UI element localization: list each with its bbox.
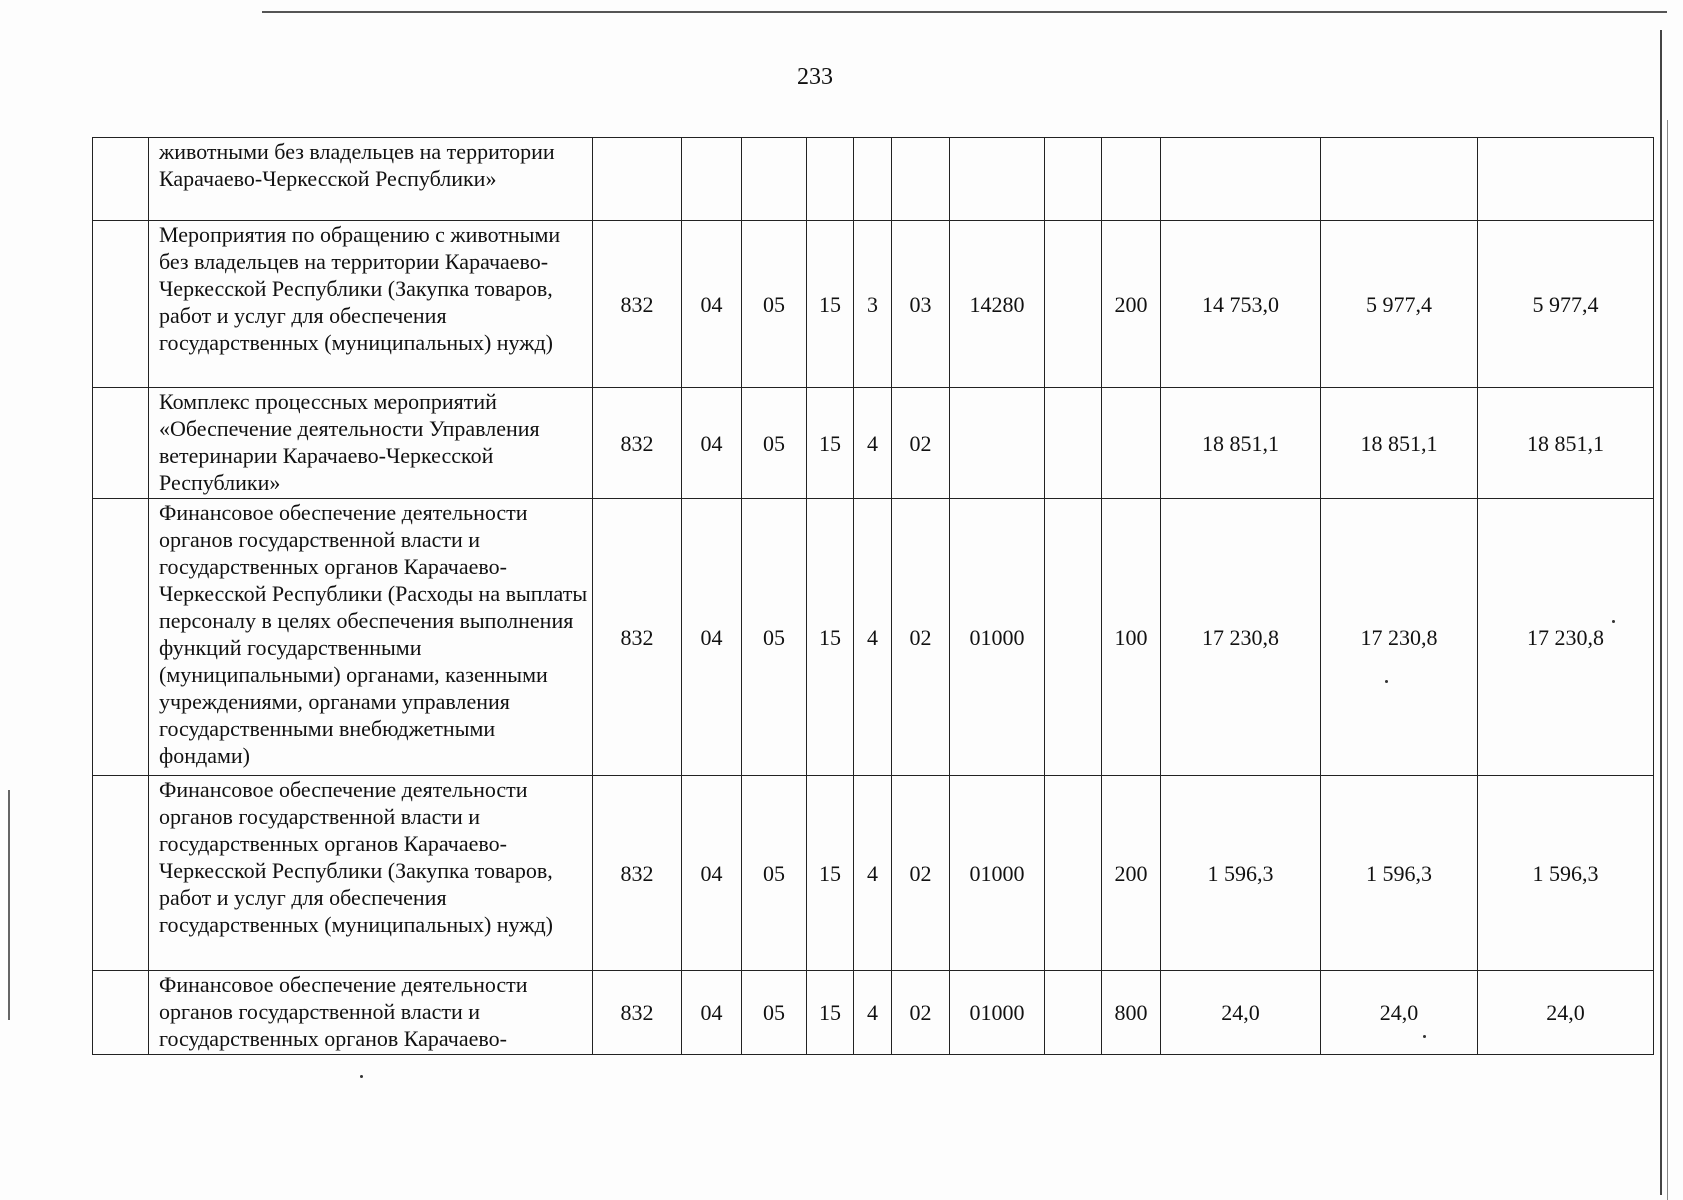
table-row [93, 499, 1654, 776]
amount-3-cell [1478, 138, 1654, 221]
program-code-cell: 15 [807, 971, 854, 1055]
blank-code-cell [1045, 971, 1102, 1055]
blank-code-cell [1045, 388, 1102, 499]
scan-speck [1612, 620, 1615, 623]
scan-speck [1385, 680, 1388, 683]
subprogram-code-cell: 4 [854, 971, 892, 1055]
amount-3-cell: 18 851,1 [1478, 388, 1654, 499]
top-scan-rule [262, 11, 1667, 13]
section-code-cell: 04 [682, 388, 742, 499]
ministry-code-cell [593, 138, 682, 221]
subsection-code-cell: 05 [742, 499, 807, 776]
page-number: 233 [797, 64, 833, 90]
main-event-code-cell: 02 [892, 388, 950, 499]
amount-3-cell: 1 596,3 [1478, 776, 1654, 971]
blank-code-cell [1045, 499, 1102, 776]
table-row [93, 221, 1654, 388]
amount-1-cell: 24,0 [1161, 971, 1321, 1055]
table-row [93, 138, 1654, 221]
description-cell: Финансовое обеспечение деятельности органов государственной власти и государственных органов Карачаево- [149, 971, 593, 1055]
main-event-code-cell [892, 138, 950, 221]
table-row [93, 776, 1654, 971]
subprogram-code-cell [854, 138, 892, 221]
section-code-cell [682, 138, 742, 221]
ministry-code-cell: 832 [593, 499, 682, 776]
right-scan-rule [1660, 30, 1662, 1195]
direction-code-cell: 01000 [950, 971, 1045, 1055]
subprogram-code-cell: 3 [854, 221, 892, 388]
amount-2-cell: 18 851,1 [1321, 388, 1478, 499]
subprogram-code-cell: 4 [854, 388, 892, 499]
description-cell: Мероприятия по обращению с животными без владельцев на территории Карачаево-Черкесской Республики (Закупка товаров, работ и услуг для обеспечения государственных (муниципальных) нужд) [149, 221, 593, 388]
scan-speck [360, 1075, 363, 1078]
row-number-cell [93, 971, 149, 1055]
ministry-code-cell: 832 [593, 221, 682, 388]
direction-code-cell [950, 138, 1045, 221]
blank-code-cell [1045, 138, 1102, 221]
subsection-code-cell: 05 [742, 221, 807, 388]
direction-code-cell: 01000 [950, 776, 1045, 971]
amount-2-cell: 1 596,3 [1321, 776, 1478, 971]
description-cell: животными без владельцев на территории Карачаево-Черкесской Республики» [149, 138, 593, 221]
section-code-cell: 04 [682, 776, 742, 971]
amount-3-cell: 17 230,8 [1478, 499, 1654, 776]
row-number-cell [93, 499, 149, 776]
direction-code-cell: 01000 [950, 499, 1045, 776]
expense-type-cell: 200 [1102, 776, 1161, 971]
ministry-code-cell: 832 [593, 971, 682, 1055]
expense-type-cell [1102, 138, 1161, 221]
amount-2-cell: 5 977,4 [1321, 221, 1478, 388]
program-code-cell [807, 138, 854, 221]
scan-speck [1423, 1035, 1426, 1038]
subsection-code-cell: 05 [742, 971, 807, 1055]
row-number-cell [93, 388, 149, 499]
description-cell: Финансовое обеспечение деятельности органов государственной власти и государственных органов Карачаево-Черкесской Республики (Расходы на выплаты персоналу в целях обеспечения выполнения функций государственными (муниципальными) органами, казенными учреждениями, органами управления государственными внебюджетными фондами) [149, 499, 593, 776]
row-number-cell [93, 221, 149, 388]
program-code-cell: 15 [807, 388, 854, 499]
description-cell: Комплекс процессных мероприятий «Обеспечение деятельности Управления ветеринарии Карачаево-Черкесской Республики» [149, 388, 593, 499]
amount-2-cell: 24,0 [1321, 971, 1478, 1055]
section-code-cell: 04 [682, 971, 742, 1055]
program-code-cell: 15 [807, 221, 854, 388]
amount-3-cell: 5 977,4 [1478, 221, 1654, 388]
amount-2-cell: 17 230,8 [1321, 499, 1478, 776]
table-row [93, 971, 1654, 1055]
amount-1-cell: 1 596,3 [1161, 776, 1321, 971]
right-scan-rule-secondary [1667, 120, 1668, 1200]
main-event-code-cell: 03 [892, 221, 950, 388]
blank-code-cell [1045, 221, 1102, 388]
direction-code-cell [950, 388, 1045, 499]
program-code-cell: 15 [807, 776, 854, 971]
ministry-code-cell: 832 [593, 388, 682, 499]
expense-type-cell: 800 [1102, 971, 1161, 1055]
expense-type-cell: 200 [1102, 221, 1161, 388]
program-code-cell: 15 [807, 499, 854, 776]
subsection-code-cell [742, 138, 807, 221]
amount-1-cell [1161, 138, 1321, 221]
direction-code-cell: 14280 [950, 221, 1045, 388]
ministry-code-cell: 832 [593, 776, 682, 971]
amount-2-cell [1321, 138, 1478, 221]
subprogram-code-cell: 4 [854, 776, 892, 971]
amount-1-cell: 18 851,1 [1161, 388, 1321, 499]
description-cell: Финансовое обеспечение деятельности органов государственной власти и государственных органов Карачаево-Черкесской Республики (Закупка товаров, работ и услуг для обеспечения государственных (муниципальных) нужд) [149, 776, 593, 971]
expense-type-cell [1102, 388, 1161, 499]
main-event-code-cell: 02 [892, 776, 950, 971]
amount-3-cell: 24,0 [1478, 971, 1654, 1055]
section-code-cell: 04 [682, 499, 742, 776]
row-number-cell [93, 776, 149, 971]
subsection-code-cell: 05 [742, 388, 807, 499]
left-scan-rule [8, 790, 10, 1020]
main-event-code-cell: 02 [892, 499, 950, 776]
blank-code-cell [1045, 776, 1102, 971]
row-number-cell [93, 138, 149, 221]
subprogram-code-cell: 4 [854, 499, 892, 776]
amount-1-cell: 17 230,8 [1161, 499, 1321, 776]
section-code-cell: 04 [682, 221, 742, 388]
budget-table [92, 137, 1654, 1055]
table-row [93, 388, 1654, 499]
amount-1-cell: 14 753,0 [1161, 221, 1321, 388]
subsection-code-cell: 05 [742, 776, 807, 971]
main-event-code-cell: 02 [892, 971, 950, 1055]
expense-type-cell: 100 [1102, 499, 1161, 776]
